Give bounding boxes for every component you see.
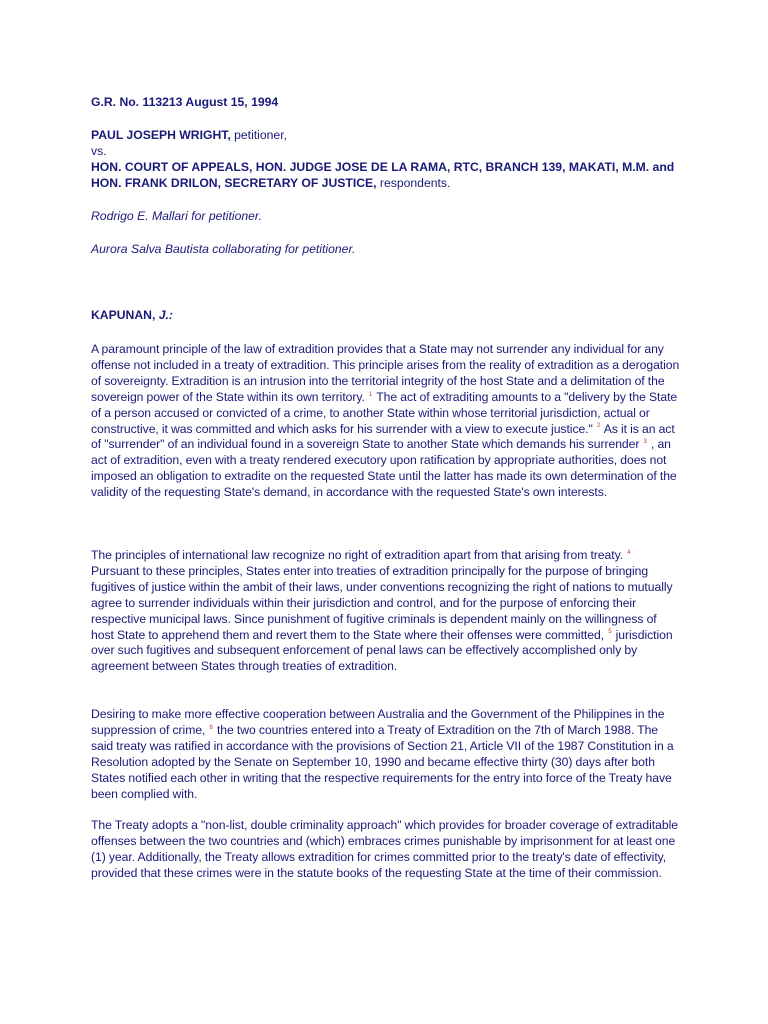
petitioner-line bbox=[91, 128, 681, 144]
footnote-link-1[interactable]: 1 bbox=[369, 391, 373, 398]
paragraph-3 bbox=[91, 707, 681, 802]
paragraph-2 bbox=[91, 548, 681, 675]
paragraph-1-text-b: The act of extraditing amounts to a "delivery by the State of a person accused or convicted of a crime, to another State within whose territorial jurisdiction, actual or constructive, it was committed and which asks for his surrender with a view to execute justice." bbox=[91, 389, 678, 436]
paragraph-3-text-a: Desiring to make more effective cooperation between Australia and the Government of the Philippines in the suppression of crime, bbox=[91, 707, 665, 737]
respondents-role: respondents. bbox=[376, 175, 451, 190]
parties bbox=[91, 128, 681, 192]
counsel-collaborating: Aurora Salva Bautista collaborating for petitioner. bbox=[91, 242, 356, 256]
footnote-link-3[interactable]: 3 bbox=[643, 439, 647, 446]
paragraph-4: The Treaty adopts a "non-list, double criminality approach" which provides for broader coverage of extraditable offenses between the two countries and (which) embraces crimes punishable by imprisonment for at least one (1) year. Additionally, the Treaty allows extradition for crimes committed prior to the treaty's date of effectivity, provided that these crimes were in the statute books of the requesting State at the time of their commission. bbox=[91, 818, 678, 880]
paragraph-1 bbox=[91, 342, 681, 501]
ponente bbox=[91, 308, 681, 324]
paragraph-1-text-a: A paramount principle of the law of extradition provides that a State may not surrender any individual for any offense not included in a treaty of extradition. This principle arises from the reality of extradition as a derogation of sovereignty. Extradition is an intrusion into the territorial integrity of the host State and a delimitation of the sovereign power of the State within its own territory. bbox=[91, 342, 680, 404]
paragraph-2-text-b: Pursuant to these principles, States enter into treaties of extradition principally for the purpose of bringing fugitives of justice within the ambit of their laws, under conventions recognizing the right of nations to mutually agree to surrender individuals within their jurisdiction and control, and for the purpose of enforcing their respective municipal laws. Since punishment of fugitive criminals is dependent mainly on the willingness of host State to apprehend them and revert them to the State where their offenses were committed, bbox=[91, 563, 673, 642]
ponente-name: KAPUNAN, bbox=[91, 308, 159, 322]
footnote-link-6[interactable]: 6 bbox=[209, 724, 213, 731]
case-number: G.R. No. 113213 August 15, 1994 bbox=[91, 95, 279, 109]
ponente-suffix: J.: bbox=[158, 308, 173, 322]
respondents-names: HON. COURT OF APPEALS, HON. JUDGE JOSE DE LA RAMA, RTC, BRANCH 139, MAKATI, M.M. and HON. FRANK DRILON, SECRETARY OF JUSTICE, bbox=[91, 159, 675, 190]
footnote-link-2[interactable]: 2 bbox=[596, 423, 601, 430]
footnote-link-4[interactable]: 4 bbox=[627, 549, 631, 556]
paragraph-3-text-b: the two countries entered into a Treaty of Extradition on the 7th of March 1988. The said treaty was ratified in accordance with the provisions of Section 21, Article VII of the 1987 Constitution in a Resolution adopted by the Senate on September 10, 1990 and became effective thirty (30) days after both States notified each other in writing that the respective requirements for the entry into force of the Treaty have been complied with. bbox=[91, 722, 674, 801]
respondents-line bbox=[91, 160, 681, 192]
petitioner-role: petitioner, bbox=[230, 128, 287, 142]
paragraph-1-text-d: , an act of extradition, even with a treaty rendered executory upon ratification by appropriate authorities, does not imposed an obligation to extradite on the requested State until the latter has made its own determination of the validity of the requesting State's demand, in accordance with the requested State's own interests. bbox=[91, 437, 677, 500]
counsel-petitioner: Rodrigo E. Mallari for petitioner. bbox=[91, 209, 262, 223]
versus: vs. bbox=[91, 143, 107, 158]
paragraph-1-text-c: As it is an act of "surrender" of an individual found in a sovereign State to another State which demands his surrender bbox=[91, 421, 675, 452]
paragraph-2-text-c: jurisdiction over such fugitives and subsequent enforcement of penal laws can be effectively accomplished only by agreement between States through treaties of extradition. bbox=[91, 627, 673, 674]
footnote-link-5[interactable]: 5 bbox=[608, 629, 612, 636]
paragraph-2-text-a: The principles of international law recognize no right of extradition apart from that arising from treaty. bbox=[91, 548, 624, 562]
petitioner-name: PAUL JOSEPH WRIGHT, bbox=[91, 128, 231, 142]
